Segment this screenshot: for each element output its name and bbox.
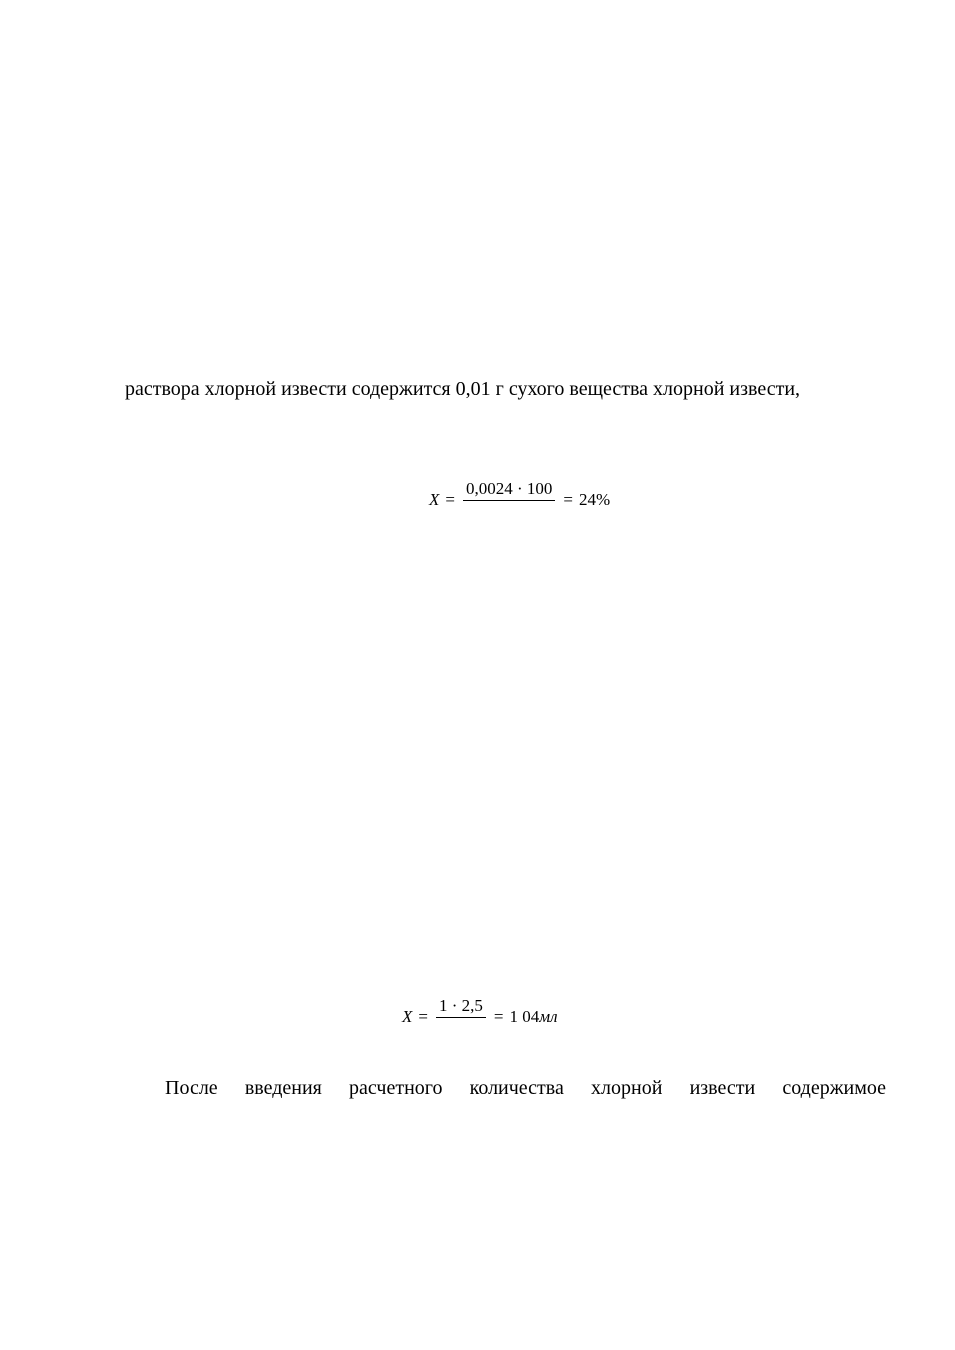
formula-1 [429,480,610,519]
formula-2-unit: мл [539,1006,558,1026]
formula-1-fraction [463,480,555,519]
formula-1-equals: = [445,489,455,509]
formula-1-result: 24% [579,489,611,509]
formula-2 [402,997,558,1036]
formula-2-equals: = [418,1006,428,1026]
formula-2-lhs: X [402,1006,413,1026]
formula-1-equals-2: = [563,489,573,509]
formula-2-result: 1 04 [509,1006,540,1026]
formula-2-equals-2: = [493,1006,504,1026]
formula-1-lhs: X [429,489,440,509]
paragraph-top: раствора хлорной извести содержится 0,01 г сухого вещества хлорной извести, [125,378,801,400]
formula-2-numerator: 1 · 2,5 [436,997,486,1018]
formula-1-numerator: 0,0024 · 100 [463,480,555,501]
formula-2-fraction [436,997,486,1036]
paragraph-bottom: После введения расчетного количества хлорной извести содержимое [165,1077,886,1099]
